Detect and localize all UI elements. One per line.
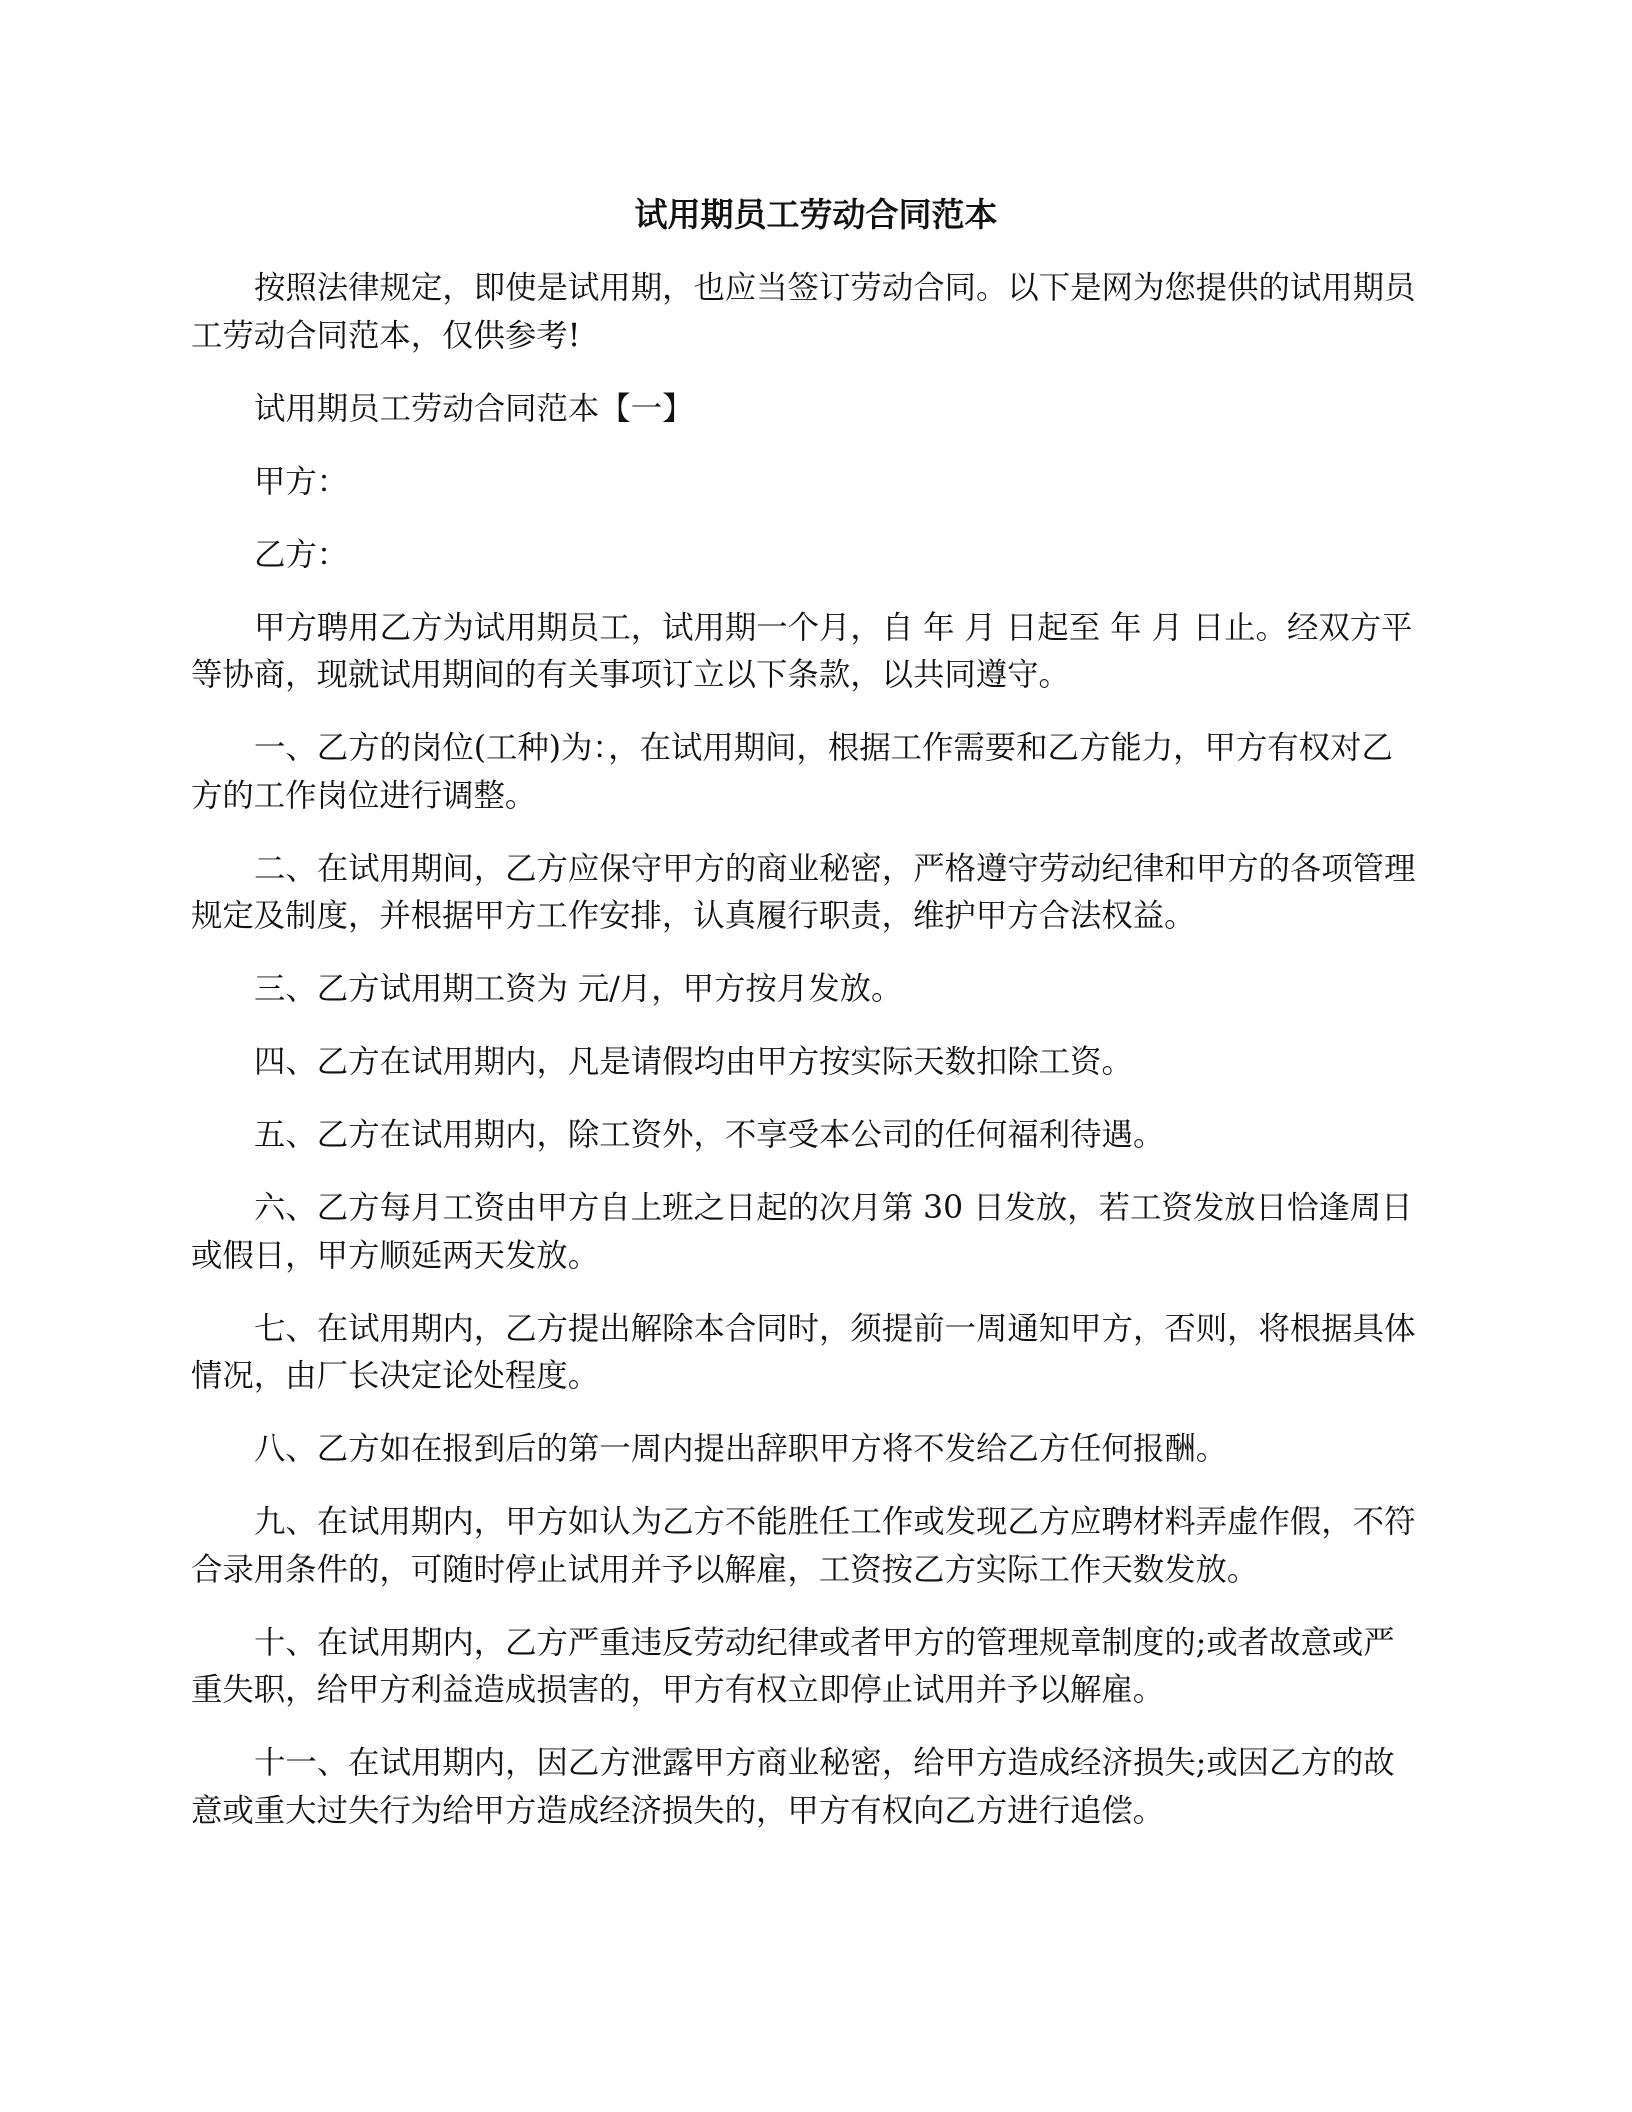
paragraph-line: 三、乙方试用期工资为 元/月，甲方按月发放。 — [254, 971, 903, 1007]
document-title: 试用期员工劳动合同范本 — [634, 195, 998, 234]
paragraph-line: 七、在试用期内，乙方提出解除本合同时，须提前一周通知甲方，否则，将根据具体 — [254, 1310, 1416, 1347]
paragraph — [191, 1740, 1431, 1835]
paragraph-line: 甲方聘用乙方为试用期员工，试用期一个月，自 年 月 日起至 年 月 日止。经双方平 — [254, 609, 1413, 646]
paragraph — [191, 966, 1431, 1014]
paragraph-line: 一、乙方的岗位(工种)为：，在试用期间，根据工作需要和乙方能力，甲方有权对乙 — [254, 730, 1393, 766]
paragraph-line: 意或重大过失行为给甲方造成经济损失的，甲方有权向乙方进行追偿。 — [191, 1792, 1165, 1829]
paragraph-line: 十、在试用期内，乙方严重违反劳动纪律或者甲方的管理规章制度的;或者故意或严 — [254, 1624, 1395, 1661]
paragraph-line: 工劳动合同范本，仅供参考! — [191, 317, 581, 354]
paragraph-line: 规定及制度，并根据甲方工作安排，认真履行职责，维护甲方合法权益。 — [191, 898, 1196, 934]
paragraph-line: 九、在试用期内，甲方如认为乙方不能胜任工作或发现乙方应聘材料弄虚作假，不符 — [254, 1504, 1416, 1540]
paragraph-line: 或假日，甲方顺延两天发放。 — [191, 1237, 600, 1274]
paragraph — [191, 1620, 1431, 1715]
paragraph-line: 合录用条件的，可随时停止试用并予以解雇，工资按乙方实际工作天数发放。 — [191, 1551, 1259, 1588]
paragraph — [191, 265, 1431, 360]
paragraph-line: 十一、在试用期内，因乙方泄露甲方商业秘密，给甲方造成经济损失;或因乙方的故 — [254, 1745, 1395, 1781]
paragraph-line: 情况，由厂长决定论处程度。 — [191, 1358, 600, 1394]
paragraph — [191, 386, 1431, 434]
paragraph-line: 四、乙方在试用期内，凡是请假均由甲方按实际天数扣除工资。 — [254, 1044, 1133, 1080]
document-body — [191, 265, 1431, 1861]
paragraph — [191, 1039, 1431, 1087]
paragraph-line: 八、乙方如在报到后的第一周内提出辞职甲方将不发给乙方任何报酬。 — [254, 1431, 1228, 1467]
paragraph-line: 甲方： — [254, 463, 349, 500]
paragraph-line: 等协商，现就试用期间的有关事项订立以下条款，以共同遵守。 — [191, 657, 1070, 693]
paragraph — [191, 1185, 1431, 1280]
paragraph-line: 二、在试用期间，乙方应保守甲方的商业秘密，严格遵守劳动纪律和甲方的各项管理 — [254, 850, 1416, 887]
paragraph — [191, 846, 1431, 941]
paragraph-line: 乙方： — [254, 536, 349, 573]
paragraph-line: 方的工作岗位进行调整。 — [191, 777, 537, 814]
paragraph-line: 五、乙方在试用期内，除工资外，不享受本公司的任何福利待遇。 — [254, 1117, 1165, 1153]
paragraph-line: 按照法律规定，即使是试用期，也应当签订劳动合同。以下是网为您提供的试用期员 — [254, 270, 1416, 306]
paragraph — [191, 725, 1431, 820]
paragraph — [191, 459, 1431, 507]
paragraph — [191, 1112, 1431, 1160]
paragraph — [191, 532, 1431, 580]
paragraph — [191, 1499, 1431, 1594]
paragraph — [191, 1306, 1431, 1401]
paragraph — [191, 1426, 1431, 1474]
paragraph-line: 六、乙方每月工资由甲方自上班之日起的次月第 30 日发放，若工资发放日恰逢周日 — [254, 1190, 1413, 1226]
paragraph-line: 试用期员工劳动合同范本【一】 — [254, 390, 694, 427]
paragraph — [191, 605, 1431, 700]
paragraph-line: 重失职，给甲方利益造成损害的，甲方有权立即停止试用并予以解雇。 — [191, 1672, 1165, 1708]
